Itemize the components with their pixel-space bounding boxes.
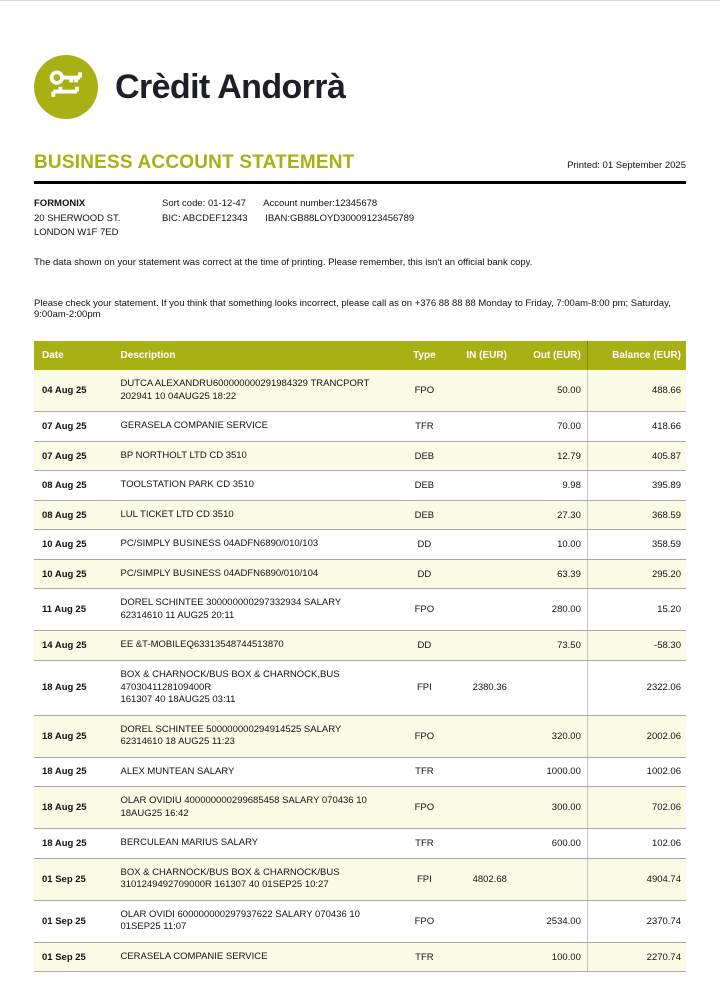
transaction-date: 18 Aug 25 [34, 715, 114, 757]
transaction-out-amount: 50.00 [513, 370, 587, 412]
transaction-date: 18 Aug 25 [34, 787, 114, 829]
address-line-2: LONDON W1F 7ED [34, 227, 119, 239]
transaction-date: 01 Sep 25 [34, 900, 114, 942]
transaction-type: FPO [398, 370, 450, 412]
transaction-in-amount [451, 631, 513, 661]
transaction-type: DEB [398, 471, 450, 501]
crossed-keys-icon [45, 64, 87, 111]
description-line-1: BP NORTHOLT LTD CD 3510 [120, 449, 247, 461]
transaction-description [114, 900, 398, 942]
table-header [34, 341, 686, 370]
description-line-2: 62314610 18 AUG25 11:23 [120, 736, 235, 748]
transactions-table [34, 341, 686, 972]
table-row [34, 441, 686, 471]
table-row [34, 942, 686, 972]
account-holder: FORMONIX [34, 198, 86, 209]
account-info [34, 197, 686, 241]
description-line-2: 202941 10 04AUG25 18:22 [120, 390, 237, 402]
transaction-balance: 418.66 [587, 412, 686, 442]
account-address-block [34, 197, 162, 241]
transaction-type: TFR [398, 942, 450, 972]
description-line-1: EE &T-MOBILEQ63313548744513870 [120, 639, 284, 651]
transaction-description [114, 559, 398, 589]
description-line-1: CERASELA COMPANIE SERVICE [120, 950, 268, 962]
transaction-out-amount: 27.30 [513, 500, 587, 530]
transaction-out-amount [513, 858, 587, 900]
table-header-row [34, 341, 686, 370]
transaction-date: 08 Aug 25 [34, 500, 114, 530]
transaction-out-amount: 1000.00 [513, 757, 587, 787]
sort-code-line [162, 197, 414, 212]
printed-date: Printed: 01 September 2025 [567, 160, 686, 171]
address-line-1: 20 SHERWOOD ST. [34, 212, 121, 224]
description-line-1: BOX & CHARNOCK/BUS BOX & CHARNOCK,BUS 4703041128109400R [120, 669, 340, 693]
transaction-type: DD [398, 559, 450, 589]
transaction-out-amount: 70.00 [513, 412, 587, 442]
transaction-type: TFR [398, 412, 450, 442]
transaction-in-amount [451, 715, 513, 757]
description-line-1: TOOLSTATION PARK CD 3510 [120, 479, 254, 491]
bank-header [34, 1, 686, 119]
transaction-description [114, 757, 398, 787]
disclaimer-note: The data shown on your statement was correct at the time of printing. Please remember, this isn't an official bank copy. [34, 257, 533, 269]
description-line-2: 62314610 11 AUG25 20:11 [120, 609, 235, 621]
transaction-type: DEB [398, 441, 450, 471]
description-line-1: PC/SIMPLY BUSINESS 04ADFN6890/010/104 [120, 567, 319, 579]
table-row [34, 589, 686, 631]
transaction-date: 07 Aug 25 [34, 412, 114, 442]
transaction-description [114, 829, 398, 859]
transaction-in-amount [451, 530, 513, 560]
transaction-description [114, 441, 398, 471]
description-line-1: DOREL SCHINTEE 300000000297332934 SALARY [120, 597, 342, 609]
transaction-type: FPO [398, 715, 450, 757]
description-line-1: LUL TICKET LTD CD 3510 [120, 508, 234, 520]
transaction-balance: 702.06 [587, 787, 686, 829]
transaction-type: DD [398, 631, 450, 661]
transaction-date: 01 Sep 25 [34, 942, 114, 972]
transaction-out-amount: 100.00 [513, 942, 587, 972]
transaction-out-amount: 9.98 [513, 471, 587, 501]
transaction-balance: 102.06 [587, 829, 686, 859]
check-statement-note: Please check your statement. If you think that something looks incorrect, please call as on +376 88 88 88 Monday to Friday, 7:00am-8:00 pm; Saturday, 9:00am-2:00pm [34, 298, 671, 321]
transaction-description [114, 661, 398, 716]
transaction-balance: 1002.06 [587, 757, 686, 787]
transaction-date: 18 Aug 25 [34, 757, 114, 787]
transaction-date: 01 Sep 25 [34, 858, 114, 900]
table-row [34, 787, 686, 829]
transaction-type: TFR [398, 757, 450, 787]
transaction-out-amount: 12.79 [513, 441, 587, 471]
transaction-in-amount [451, 829, 513, 859]
transaction-description [114, 471, 398, 501]
transaction-type: FPO [398, 589, 450, 631]
transaction-description [114, 370, 398, 412]
description-line-1: OLAR OVIDI 600000000297937622 SALARY 070436 10 [120, 908, 360, 920]
page-title: BUSINESS ACCOUNT STATEMENT [34, 152, 355, 173]
transaction-in-amount [451, 942, 513, 972]
transaction-type: DD [398, 530, 450, 560]
table-row [34, 900, 686, 942]
transaction-in-amount [451, 500, 513, 530]
transaction-out-amount: 63.39 [513, 559, 587, 589]
description-line-1: ALEX MUNTEAN SALARY [120, 765, 235, 777]
transaction-balance: 2002.06 [587, 715, 686, 757]
table-row [34, 370, 686, 412]
transaction-in-amount: 4802.68 [451, 858, 513, 900]
transaction-balance: 4904.74 [587, 858, 686, 900]
transaction-in-amount: 2380.36 [451, 661, 513, 716]
table-row [34, 829, 686, 859]
transaction-date: 18 Aug 25 [34, 661, 114, 716]
table-row [34, 631, 686, 661]
description-line-2: 01SEP25 11:07 [120, 921, 187, 933]
transaction-description [114, 715, 398, 757]
sort-code: Sort code: 01-12-47 [162, 198, 246, 209]
transaction-type: TFR [398, 829, 450, 859]
table-row [34, 412, 686, 442]
description-line-1: PC/SIMPLY BUSINESS 04ADFN6890/010/103 [120, 538, 319, 550]
description-line-2: 3101249492709000R 161307 40 01SEP25 10:27 [120, 879, 329, 891]
transaction-in-amount [451, 787, 513, 829]
bank-logo [34, 55, 98, 119]
transaction-description [114, 787, 398, 829]
transaction-balance: 368.59 [587, 500, 686, 530]
transaction-balance: 2270.74 [587, 942, 686, 972]
transaction-in-amount [451, 900, 513, 942]
transaction-balance: 2322.06 [587, 661, 686, 716]
transaction-out-amount: 280.00 [513, 589, 587, 631]
description-line-1: DOREL SCHINTEE 500000000294914525 SALARY [120, 723, 342, 735]
col-header-date: Date [34, 341, 114, 370]
transaction-type: FPO [398, 787, 450, 829]
transaction-in-amount [451, 370, 513, 412]
table-row [34, 858, 686, 900]
transaction-date: 18 Aug 25 [34, 829, 114, 859]
col-header-type: Type [398, 341, 450, 370]
table-row [34, 500, 686, 530]
transaction-description [114, 942, 398, 972]
transaction-in-amount [451, 589, 513, 631]
transaction-date: 10 Aug 25 [34, 530, 114, 560]
transaction-description [114, 412, 398, 442]
table-row [34, 530, 686, 560]
transaction-in-amount [451, 471, 513, 501]
transaction-balance: -58.30 [587, 631, 686, 661]
transaction-description [114, 631, 398, 661]
transaction-in-amount [451, 441, 513, 471]
transaction-description [114, 500, 398, 530]
transaction-date: 10 Aug 25 [34, 559, 114, 589]
transaction-balance: 395.89 [587, 471, 686, 501]
description-line-1: BERCULEAN MARIUS SALARY [120, 837, 259, 849]
transaction-balance: 15.20 [587, 589, 686, 631]
transactions-body [34, 370, 686, 972]
transaction-out-amount: 600.00 [513, 829, 587, 859]
table-row [34, 757, 686, 787]
transaction-out-amount: 73.50 [513, 631, 587, 661]
col-header-description: Description [114, 341, 398, 370]
description-line-1: DUTCA ALEXANDRU600000000291984329 TRANCPORT [120, 378, 370, 390]
title-divider [34, 181, 686, 184]
transaction-date: 07 Aug 25 [34, 441, 114, 471]
transaction-balance: 358.59 [587, 530, 686, 560]
transaction-balance: 295.20 [587, 559, 686, 589]
table-row [34, 715, 686, 757]
col-header-balance: Balance (EUR) [587, 341, 686, 370]
transaction-type: DEB [398, 500, 450, 530]
transaction-in-amount [451, 412, 513, 442]
account-number: Account number:12345678 [263, 198, 378, 209]
bank-name: Crèdit Andorrà [115, 67, 346, 106]
transaction-description [114, 589, 398, 631]
description-line-1: OLAR OVIDIU 400000000299685458 SALARY 070436 10 [120, 795, 367, 807]
bic: BIC: ABCDEF12343 [162, 212, 248, 224]
col-header-out: Out (EUR) [513, 341, 587, 370]
transaction-out-amount: 10.00 [513, 530, 587, 560]
transaction-balance: 405.87 [587, 441, 686, 471]
transaction-description [114, 858, 398, 900]
transaction-date: 04 Aug 25 [34, 370, 114, 412]
description-line-2: 161307 40 18AUG25 03:11 [120, 694, 236, 706]
bic-iban-line [162, 212, 414, 227]
transaction-date: 11 Aug 25 [34, 589, 114, 631]
transaction-type: FPI [398, 661, 450, 716]
iban: IBAN:GB88LOYD30009123456789 [265, 212, 415, 224]
transaction-date: 08 Aug 25 [34, 471, 114, 501]
transaction-out-amount: 320.00 [513, 715, 587, 757]
table-row [34, 471, 686, 501]
table-row [34, 661, 686, 716]
transaction-in-amount [451, 757, 513, 787]
description-line-1: BOX & CHARNOCK/BUS BOX & CHARNOCK/BUS [120, 866, 340, 878]
transaction-type: FPO [398, 900, 450, 942]
transaction-in-amount [451, 559, 513, 589]
title-row [34, 152, 686, 174]
transaction-date: 14 Aug 25 [34, 631, 114, 661]
col-header-in: IN (EUR) [451, 341, 513, 370]
transaction-balance: 2370.74 [587, 900, 686, 942]
transaction-out-amount: 2534.00 [513, 900, 587, 942]
transaction-balance: 488.66 [587, 370, 686, 412]
description-line-2: 18AUG25 16:42 [120, 807, 189, 819]
table-row [34, 559, 686, 589]
description-line-1: GERASELA COMPANIE SERVICE [120, 420, 268, 432]
transaction-out-amount [513, 661, 587, 716]
transaction-type: FPI [398, 858, 450, 900]
account-numbers-block [162, 197, 414, 241]
transaction-out-amount: 300.00 [513, 787, 587, 829]
transaction-description [114, 530, 398, 560]
